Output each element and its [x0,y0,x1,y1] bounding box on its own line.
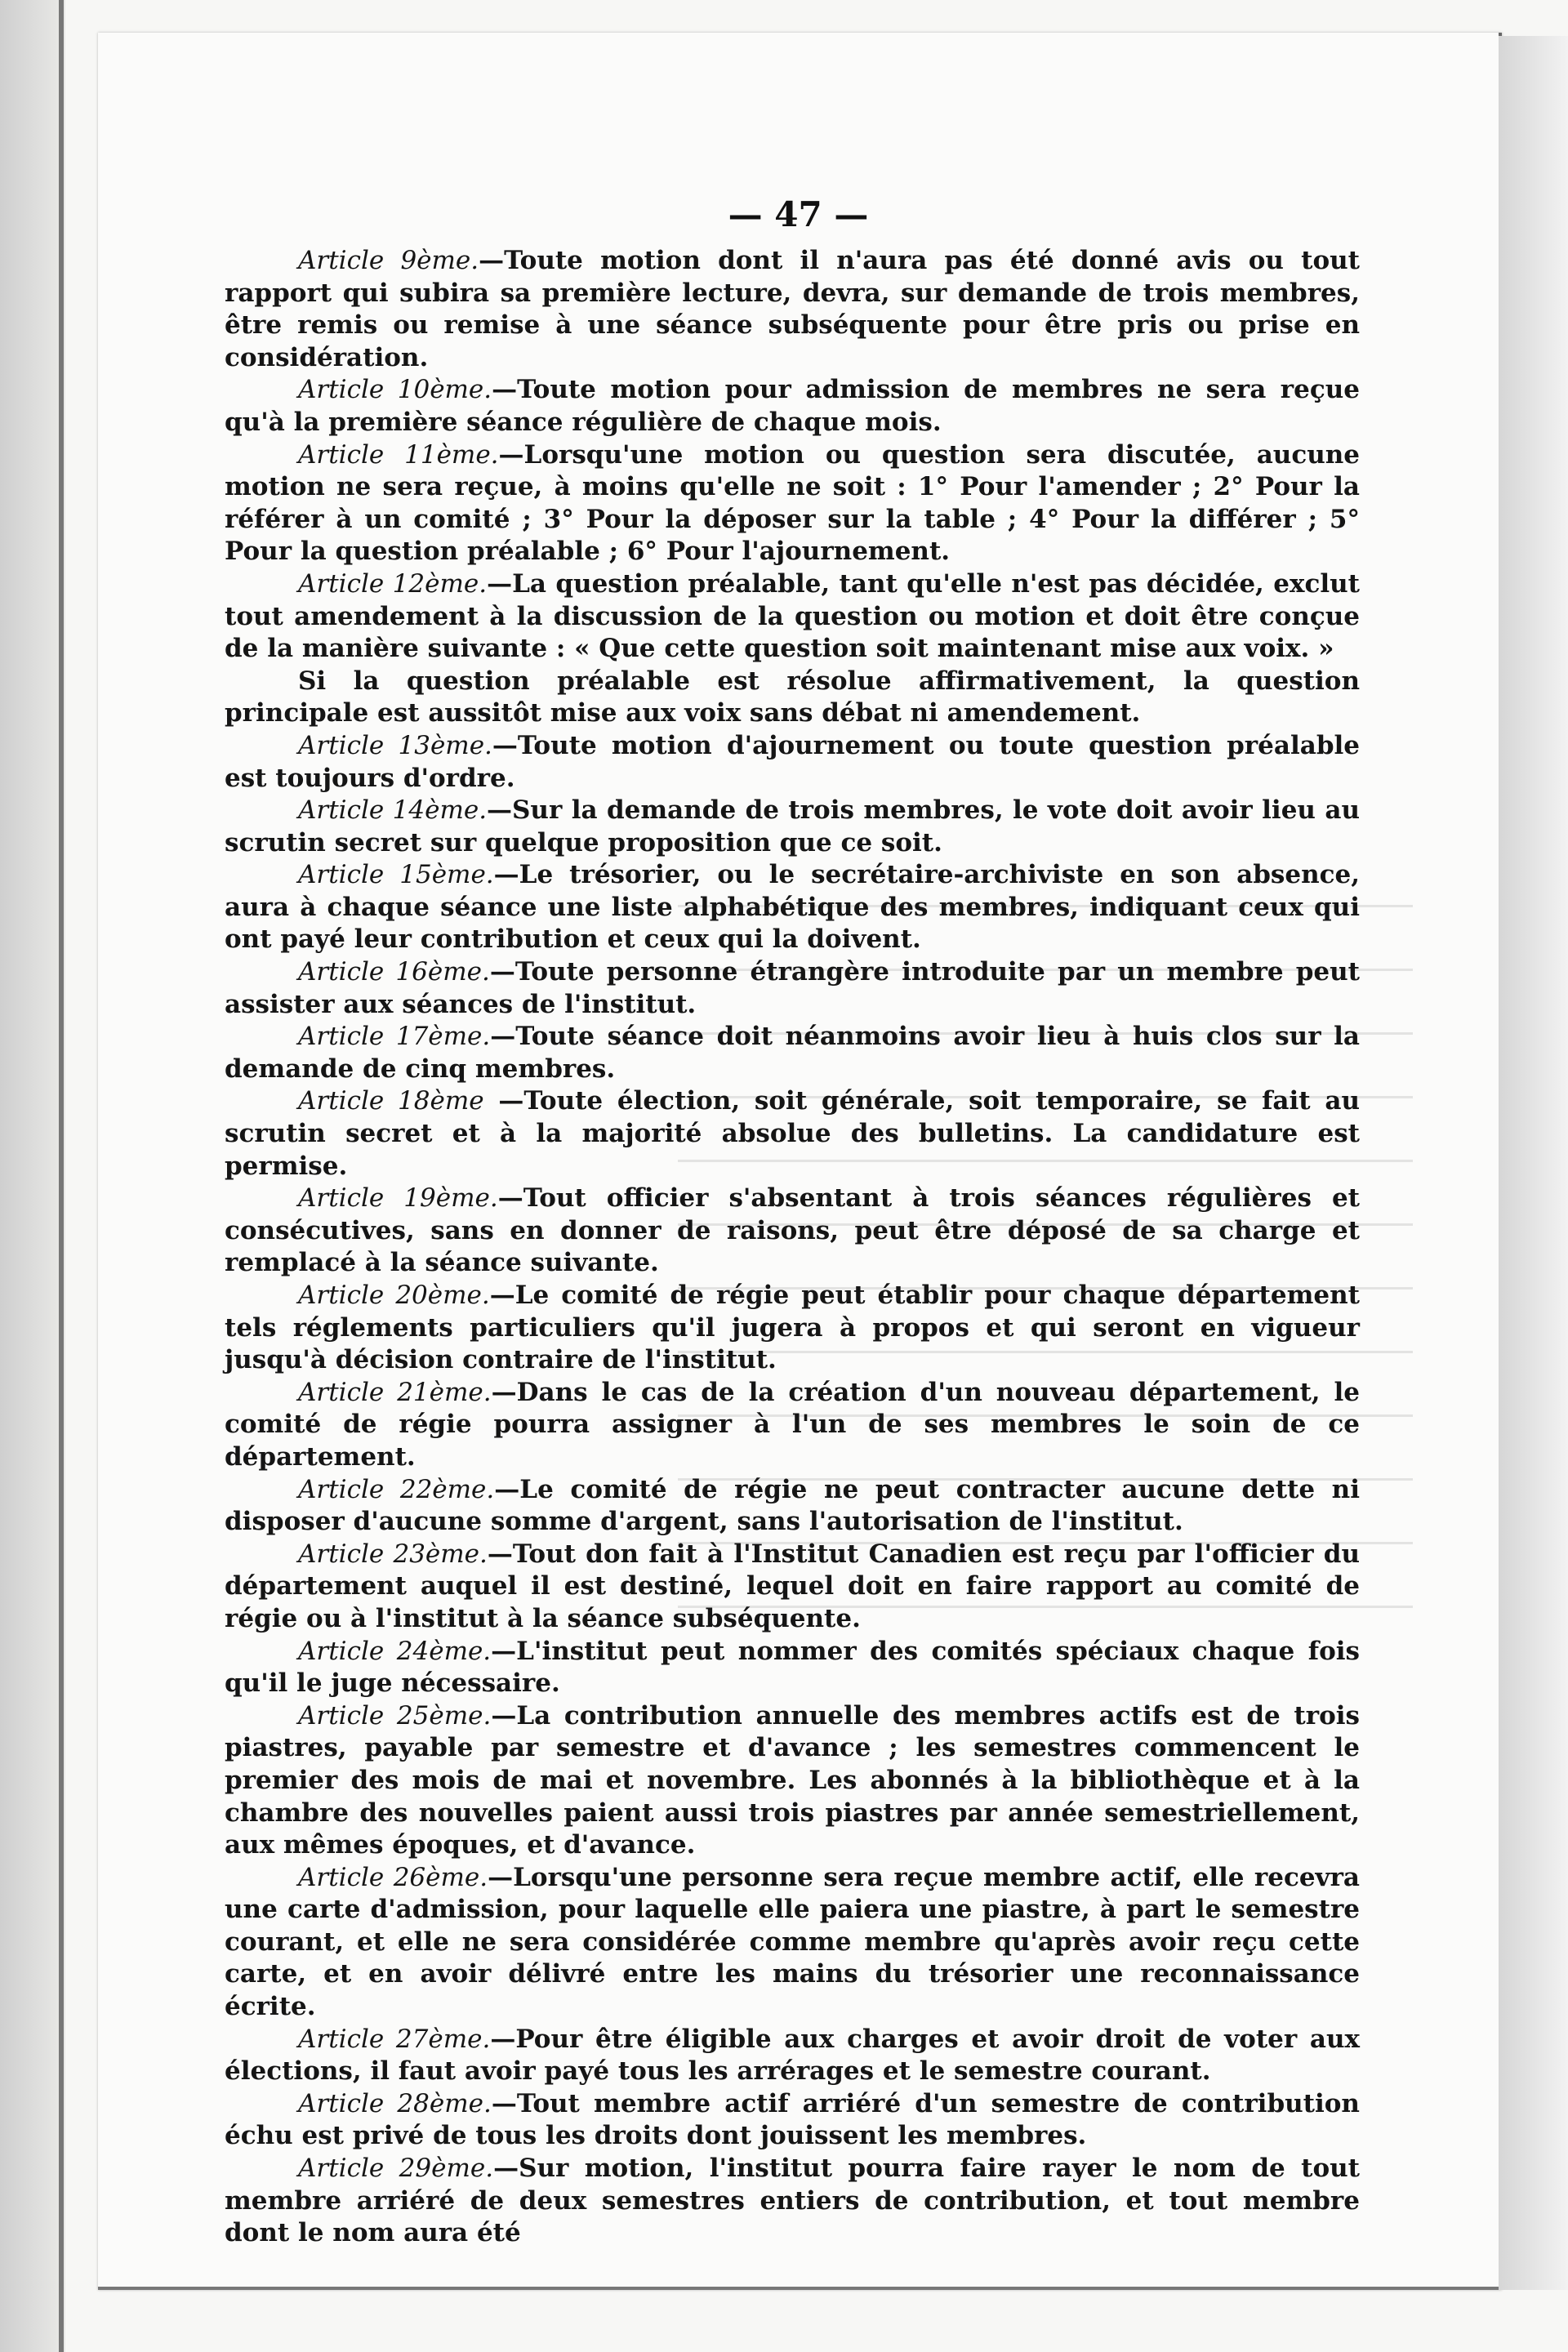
article-text: —Toute motion pour admission de membres ne sera reçue qu'à la première séance régulière de chaque mois. [225,375,1360,437]
article-label: Article 23ème. [298,1539,488,1569]
article-text: —Toute élection, soit générale, soit temporaire, se fait au scrutin secret et à la majorité absolue des bulletins. La candidature est permise. [225,1086,1361,1181]
article-paragraph [225,859,1360,956]
article-label: Article 20ème. [298,1281,490,1310]
right-page-shadow [1499,36,1568,2290]
article-paragraph [225,2024,1360,2088]
article-text: —Tout officier s'absentant à trois séances régulières et consécutives, sans en donner de raisons, peut être déposé de sa charge et remplacé à la séance suivante. [225,1183,1360,1278]
article-paragraph [225,1021,1360,1085]
article-paragraph [225,666,1360,730]
article-paragraph [225,1280,1360,1377]
article-paragraph [225,245,1360,374]
article-paragraph [225,568,1360,666]
left-page-edge [0,0,65,2352]
article-text: —Tout don fait à l'Institut Canadien est reçu par l'officier du département auquel il est destiné, lequel doit en faire rapport au comité de régie ou à l'institut à la séance subséquente. [225,1539,1360,1633]
article-label: Article 29ème. [298,2154,494,2184]
article-paragraph [225,730,1360,795]
article-text: —Le trésorier, ou le secrétaire-archiviste en son absence, aura à chaque séance une liste alphabétique des membres, indiquant ceux qui ont payé leur contribution et ceux qui la doivent. [225,860,1360,955]
article-paragraph [225,795,1360,859]
article-label: Article 22ème. [298,1474,495,1504]
article-text: —Pour être éligible aux charges et avoir droit de voter aux élections, il faut avoir payé tous les arrérages et le semestre courant. [225,2024,1360,2087]
article-text: —La question préalable, tant qu'elle n'est pas décidée, exclut tout amendement à la discussion de la question ou motion et doit être conçue de la manière suivante : « Que cette question soit maintenant mise aux voix. » [225,568,1360,664]
article-paragraph [225,1183,1360,1280]
article-paragraph [225,956,1360,1021]
article-paragraph [225,2088,1360,2153]
article-label: Article 14ème. [298,795,488,826]
article-paragraph [225,1636,1360,1700]
article-text: —Le comité de régie peut établir pour chaque département tels réglements particuliers qu'il jugera à propos et qui seront en vigueur jusqu'à décision contraire de l'institut. [225,1281,1360,1375]
article-label: Article 21ème. [298,1377,492,1407]
article-text: —Lorsqu'une personne sera reçue membre actif, elle recevra une carte d'admission, pour laquelle elle paiera une piastre, à part le semestre courant, et elle ne sera considérée comme membre qu'après avoir reçu cette carte, et en avoir délivré entre les mains du trésorier une reconnaissance écrite. [225,1862,1360,2022]
article-paragraph [225,439,1360,568]
article-text: —Le comité de régie ne peut contracter aucune dette ni disposer d'aucune somme d'argent, sans l'autorisation de l'institut. [225,1474,1360,1537]
article-text: —Sur motion, l'institut pourra faire rayer le nom de tout membre arriéré de deux semestres entiers de contribution, et tout membre dont le nom aura été [225,2154,1360,2248]
article-label: Article 15ème. [298,860,494,890]
article-paragraph [225,1474,1360,1539]
article-paragraph [225,1377,1360,1474]
page-number: — 47 — [728,194,869,234]
article-paragraph [225,2153,1360,2250]
article-paragraph [225,1085,1360,1183]
article-text: Si la question préalable est résolue affirmativement, la question principale est aussitôt mise aux voix sans débat ni amendement. [225,666,1360,728]
article-label: Article 9ème. [298,246,479,275]
article-text: —Lorsqu'une motion ou question sera discutée, aucune motion ne sera reçue, à moins qu'elle ne soit : 1° Pour l'amender ; 2° Pour la référer à un comité ; 3° Pour la déposer sur la table ; 4° Pour la différer ; 5° Pour la question préalable ; 6° Pour l'ajournement. [225,439,1360,567]
article-text: —Toute motion dont il n'aura pas été donné avis ou tout rapport qui subira sa première lecture, devra, sur demande de trois membres, être remis ou remise à une séance subséquente pour être pris ou prise en considération. [225,246,1360,372]
binding-rule [59,0,64,2352]
article-text: —Dans le cas de la création d'un nouveau département, le comité de régie pourra assigner à l'un de ses membres le soin de ce département. [225,1377,1360,1472]
article-label: Article 28ème. [298,2088,492,2118]
article-label: Article 26ème. [298,1862,488,1892]
article-paragraph [225,1539,1360,1636]
article-paragraph [225,1700,1360,1862]
article-label: Article 16ème. [298,957,490,987]
document-body [225,245,1360,2250]
article-label: Article 18ème [298,1086,484,1116]
article-paragraph [225,374,1360,439]
article-text: —La contribution annuelle des membres actifs est de trois piastres, payable par semestre et d'avance ; les semestres commencent le premier des mois de mai et novembre. Les abonnés à la bibliothèque et à la chambre des nouvelles paient aussi trois piastres par année semestriellement, aux mêmes époques, et d'avance. [225,1700,1360,1860]
article-text: —Toute motion d'ajournement ou toute question préalable est toujours d'ordre. [225,730,1360,793]
article-label: Article 12ème. [298,568,488,599]
article-label: Article 19ème. [298,1183,498,1214]
article-paragraph [225,1862,1360,2024]
article-label: Article 10ème. [298,375,492,405]
article-text: —Toute séance doit néanmoins avoir lieu à huis clos sur la demande de cinq membres. [225,1022,1360,1084]
article-text: —Tout membre actif arriéré d'un semestre de contribution échu est privé de tous les droits dont jouissent les membres. [225,2088,1360,2151]
article-label: Article 27ème. [298,2024,491,2054]
article-label: Article 24ème. [298,1636,492,1666]
article-text: —L'institut peut nommer des comités spéciaux chaque fois qu'il le juge nécessaire. [225,1636,1360,1699]
article-label: Article 17ème. [298,1022,491,1052]
article-label: Article 25ème. [298,1700,492,1731]
article-label: Article 11ème. [298,439,499,470]
article-text: —Toute personne étrangère introduite par un membre peut assister aux séances de l'institut. [225,957,1360,1019]
article-label: Article 13ème. [298,730,492,760]
article-text: —Sur la demande de trois membres, le vote doit avoir lieu au scrutin secret sur quelque proposition que ce soit. [225,795,1360,858]
